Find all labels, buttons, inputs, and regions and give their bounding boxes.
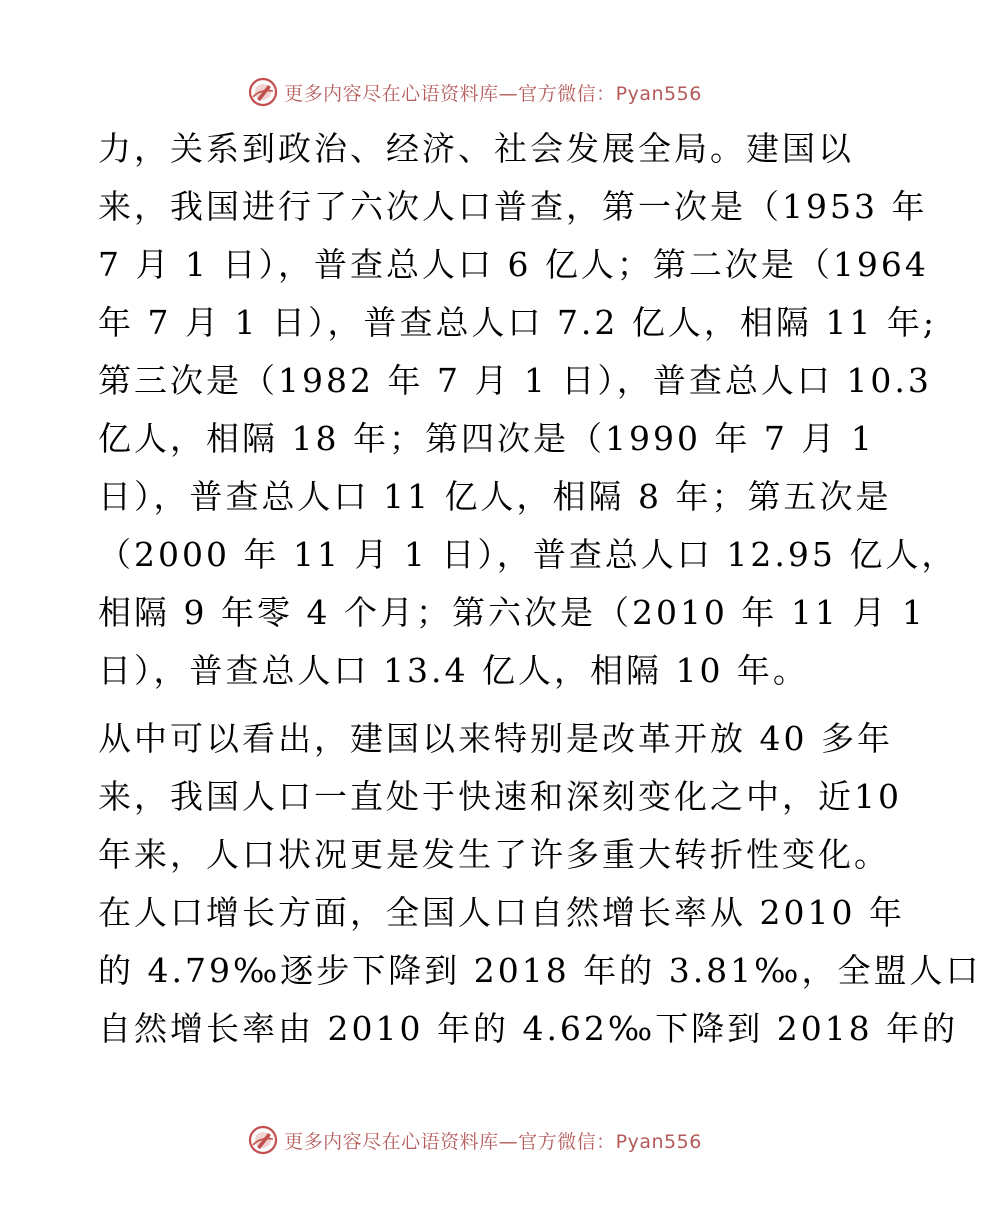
paragraph: [98, 710, 981, 1058]
document-body: [98, 120, 981, 1058]
text-line: 从中可以看出，建国以来特别是改革开放 40 多年: [98, 719, 893, 758]
text-line: 日），普查总人口 13.4 亿人，相隔 10 年。: [98, 651, 809, 690]
text-line: 力，关系到政治、经济、社会发展全局。建国以: [98, 129, 854, 168]
text-line: 在人口增长方面，全国人口自然增长率从 2010 年: [98, 893, 905, 932]
header-watermark: [0, 72, 950, 112]
text-line: 来，我国人口一直处于快速和深刻变化之中，近10: [98, 777, 902, 816]
watermark-text: 更多内容尽在心语资料库—官方微信：Pyan556: [284, 1130, 702, 1153]
paragraph-gap: [98, 700, 868, 710]
text-line: （2000 年 11 月 1 日），普查总人口 12.95 亿人，: [98, 535, 958, 574]
text-line: 自然增长率由 2010 年的 4.62‰下降到 2018 年的: [98, 1009, 959, 1048]
text-line: 相隔 9 年零 4 个月；第六次是（2010 年 11 月 1: [98, 593, 926, 632]
text-line: 来，我国进行了六次人口普查，第一次是（1953 年: [98, 187, 928, 226]
text-line: 年来，人口状况更是发生了许多重大转折性变化。: [98, 835, 890, 874]
paragraph: [98, 120, 958, 700]
text-line: 7 月 1 日），普查总人口 6 亿人；第二次是（1964: [98, 245, 929, 284]
text-line: 年 7 月 1 日），普查总人口 7.2 亿人，相隔 11 年;: [98, 303, 937, 342]
brand-logo-icon: [248, 1125, 278, 1155]
text-line: 第三次是（1982 年 7 月 1 日），普查总人口 10.3: [98, 361, 932, 400]
text-line: 日），普查总人口 11 亿人，相隔 8 年；第五次是: [98, 477, 892, 516]
watermark-text: 更多内容尽在心语资料库—官方微信：Pyan556: [284, 82, 702, 105]
brand-logo-icon: [248, 77, 278, 107]
text-line: 的 4.79‰逐步下降到 2018 年的 3.81‰，全盟人口: [98, 951, 981, 990]
text-line: 亿人，相隔 18 年；第四次是（1990 年 7 月 1: [98, 419, 875, 458]
footer-watermark: [0, 1120, 950, 1160]
